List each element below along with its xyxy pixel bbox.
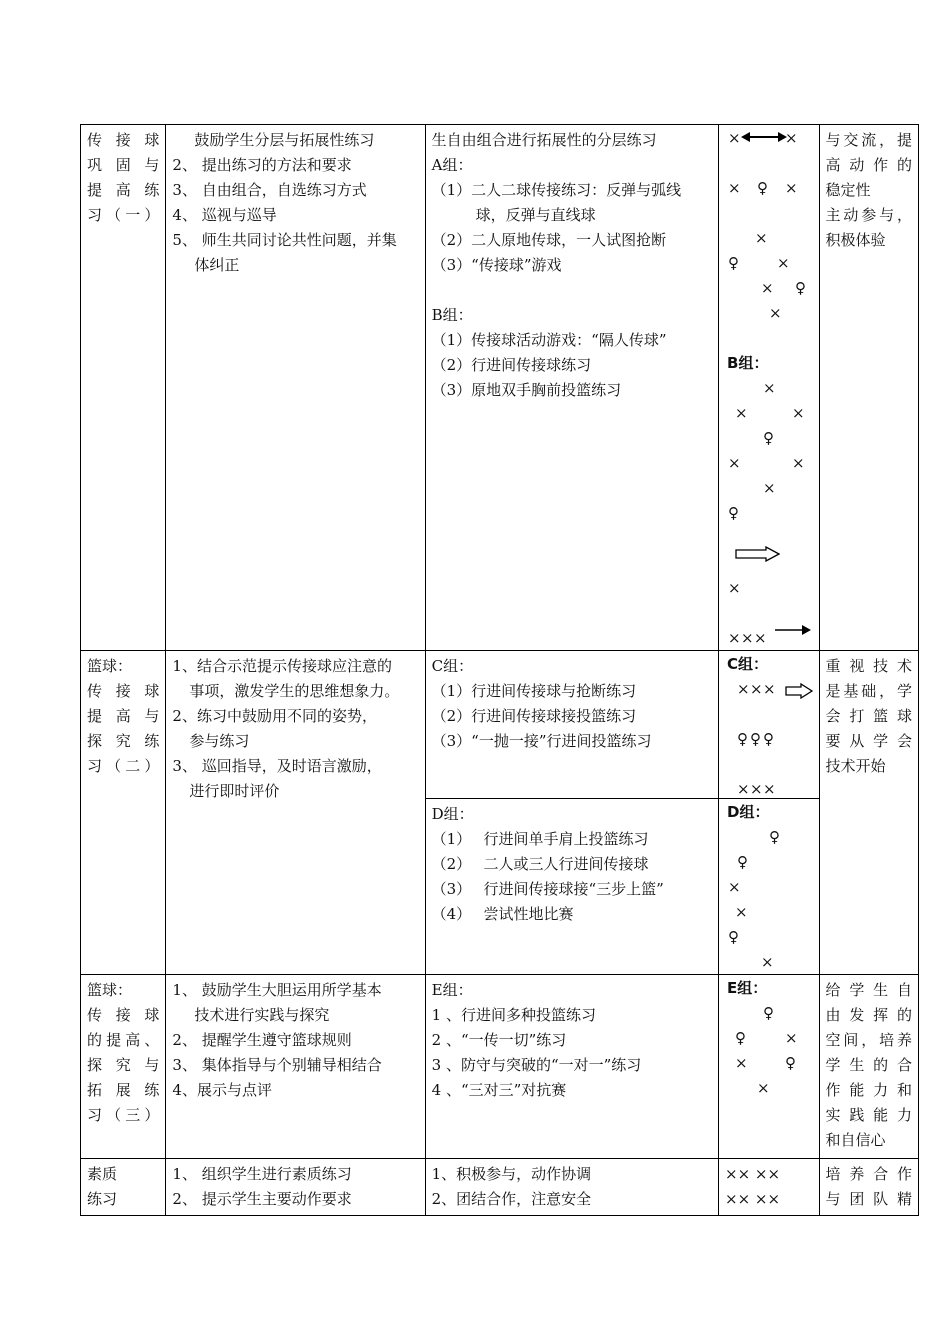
player-mark: ×: [728, 454, 741, 472]
formation-diagram-cell: [719, 125, 819, 651]
purpose-cell: [819, 975, 919, 1159]
player-mark: ×: [728, 629, 741, 647]
teacher-line: 技术进行实践与探究: [194, 1006, 330, 1024]
stage-line: 提 高 练: [87, 181, 160, 199]
stage-line: 素质: [87, 1165, 118, 1183]
student-line: （4） 尝试性地比赛: [431, 905, 574, 923]
student-line: （1）行进间传接球与抢断练习: [431, 682, 637, 700]
player-mark: ×: [763, 479, 776, 497]
group-label: C组：: [431, 657, 474, 675]
player-mark: ×: [728, 878, 741, 896]
student-line: 4 、“三对三”对抗赛: [431, 1081, 567, 1099]
student-line: （3） 行进间传接球接“三步上篮”: [431, 880, 664, 898]
group-label: D组：: [431, 805, 474, 823]
purpose-line: 实 践 能 力: [825, 1106, 912, 1124]
stage-line: 习（二）: [87, 757, 160, 775]
purpose-line: 给 学 生 自: [825, 981, 912, 999]
student-activity-cell: [425, 1159, 718, 1216]
formation-diagram-cell: [719, 799, 819, 975]
student-line: （1） 行进间单手肩上投篮练习: [431, 830, 649, 848]
purpose-line: 由 发 挥 的: [825, 1006, 912, 1024]
player-mark: ×: [763, 680, 776, 698]
stage-line: 篮球：: [87, 657, 133, 675]
purpose-line: 和自信心: [825, 1131, 886, 1149]
player-mark: ×: [792, 404, 805, 422]
purpose-line: 空间，培养: [825, 1031, 912, 1049]
stage-line: 传 接 球: [87, 131, 160, 149]
teacher-mark: ♀: [785, 1054, 796, 1072]
player-mark: ×: [785, 1029, 798, 1047]
student-activity-cell: [425, 651, 718, 799]
arrow-right-icon: [775, 625, 811, 635]
purpose-line: 积极体验: [825, 231, 886, 249]
purpose-line: 是基础，学: [825, 682, 912, 700]
student-line: （2）行进间传接球接投篮练习: [431, 707, 637, 725]
hollow-arrow-icon: [785, 683, 813, 699]
player-mark: ×: [750, 680, 763, 698]
teacher-line: 2、 提出练习的方法和要求: [172, 156, 352, 174]
teacher-line: 参与练习: [189, 732, 250, 750]
student-line: （3）“传接球”游戏: [431, 256, 562, 274]
diagram-group-label: C组：: [727, 655, 769, 673]
player-mark: ×: [728, 579, 741, 597]
hollow-arrow-icon: [735, 546, 780, 562]
purpose-cell: [819, 651, 919, 975]
teacher-mark: ♀: [735, 1029, 746, 1047]
player-mark: ×: [777, 254, 790, 272]
table-row: [81, 651, 919, 799]
teacher-line: 4、 巡视与巡导: [172, 206, 277, 224]
stage-line: 探 究 与: [87, 1056, 160, 1074]
teacher-mark: ♀: [757, 179, 768, 197]
purpose-cell: [819, 125, 919, 651]
player-mark: ×: [735, 1054, 748, 1072]
diagram-group-label: E组：: [727, 979, 768, 997]
stage-line: 拓 展 练: [87, 1081, 160, 1099]
player-mark: ×: [737, 780, 750, 798]
student-line: 2 、“一传一切”练习: [431, 1031, 567, 1049]
teacher-mark: ♀: [728, 928, 739, 946]
teacher-mark: ♀: [728, 504, 739, 522]
student-line: 2、团结合作，注意安全: [431, 1190, 592, 1208]
formation-diagram-cell: [719, 1159, 819, 1216]
formation-line: ×× ××: [725, 1190, 781, 1208]
student-line: 生自由组合进行拓展性的分层练习: [431, 131, 657, 149]
teacher-line: 1、 组织学生进行素质练习: [172, 1165, 352, 1183]
player-mark: ×: [728, 129, 741, 147]
teacher-activity-cell: [166, 651, 425, 975]
lesson-plan-table: [80, 124, 919, 1216]
student-line: 1 、行进间多种投篮练习: [431, 1006, 596, 1024]
formation-diagram-cell: [719, 651, 819, 799]
teacher-activity-cell: [166, 975, 425, 1159]
player-mark: ×: [785, 129, 798, 147]
purpose-line: 技术开始: [825, 757, 886, 775]
stage-line: 习（三）: [87, 1106, 160, 1124]
teacher-line: 2、 提醒学生遵守篮球规则: [172, 1031, 352, 1049]
purpose-line: 培 养 合 作: [825, 1165, 912, 1183]
student-line: 3 、防守与突破的“一对一”练习: [431, 1056, 642, 1074]
diagram-group-label: D组：: [727, 803, 770, 821]
player-mark: ×: [750, 780, 763, 798]
player-mark: ×: [735, 404, 748, 422]
purpose-line: 稳定性: [825, 181, 871, 199]
student-line: （3）原地双手胸前投篮练习: [431, 381, 622, 399]
player-mark: ×: [761, 953, 774, 971]
purpose-line: 与 团 队 精: [825, 1190, 912, 1208]
student-line: （1）传接球活动游戏：“隔人传球”: [431, 331, 667, 349]
player-mark: ×: [785, 179, 798, 197]
purpose-line: 会 打 篮 球: [825, 707, 912, 725]
group-label: A组：: [431, 156, 473, 174]
teacher-line: 4、展示与点评: [172, 1081, 272, 1099]
player-mark: ×: [769, 304, 782, 322]
purpose-line: 主动参与，: [825, 206, 912, 224]
student-line: （1）二人二球传接练习：反弹与弧线: [431, 181, 682, 199]
student-line: 球，反弹与直线球: [475, 206, 596, 224]
teacher-line: 体纠正: [194, 256, 240, 274]
teacher-line: 5、 师生共同讨论共性问题，并集: [172, 231, 397, 249]
student-line: 1、积极参与，动作协调: [431, 1165, 592, 1183]
teacher-line: 事项，激发学生的思维想象力。: [189, 682, 400, 700]
stage-line: 传 接 球: [87, 682, 160, 700]
teacher-mark: ♀: [763, 1004, 774, 1022]
teacher-activity-cell: [166, 1159, 425, 1216]
teacher-line: 鼓励学生分层与拓展性练习: [194, 131, 375, 149]
teacher-activity-cell: [166, 125, 425, 651]
purpose-cell: [819, 1159, 919, 1216]
player-mark: ×: [763, 379, 776, 397]
teacher-line: 3、 自由组合，自选练习方式: [172, 181, 367, 199]
stage-line: 篮球：: [87, 981, 133, 999]
student-line: （2）行进间传接球练习: [431, 356, 592, 374]
player-mark: ×: [755, 229, 768, 247]
double-arrow-icon: [741, 131, 787, 143]
player-mark: ×: [763, 780, 776, 798]
teacher-line: 2、练习中鼓励用不同的姿势，: [172, 707, 377, 725]
stage-line: 巩 固 与: [87, 156, 160, 174]
student-activity-cell: [425, 125, 718, 651]
teacher-mark: ♀: [750, 730, 761, 748]
player-mark: ×: [741, 629, 754, 647]
stage-cell: [81, 651, 166, 975]
teacher-line: 1、结合示范提示传接球应注意的: [172, 657, 392, 675]
purpose-line: 学 生 的 合: [825, 1056, 912, 1074]
player-mark: ×: [754, 629, 767, 647]
stage-line: 探 究 练: [87, 732, 160, 750]
table-row: [81, 125, 919, 651]
stage-cell: [81, 1159, 166, 1216]
player-mark: ×: [735, 903, 748, 921]
teacher-line: 3、 巡回指导，及时语言激励，: [172, 757, 382, 775]
table-row: [81, 1159, 919, 1216]
teacher-mark: ♀: [728, 254, 739, 272]
teacher-mark: ♀: [763, 730, 774, 748]
teacher-mark: ♀: [795, 279, 806, 297]
player-mark: ×: [728, 179, 741, 197]
stage-cell: [81, 125, 166, 651]
player-mark: ×: [757, 1079, 770, 1097]
student-activity-cell: [425, 799, 718, 975]
stage-line: 提 高 与: [87, 707, 160, 725]
purpose-line: 作 能 力 和: [825, 1081, 912, 1099]
player-mark: ×: [792, 454, 805, 472]
teacher-mark: ♀: [737, 853, 748, 871]
student-line: （2）二人原地传球，一人试图抢断: [431, 231, 667, 249]
formation-line: ×× ××: [725, 1165, 781, 1183]
purpose-line: 要 从 学 会: [825, 732, 912, 750]
diagram-group-label: B组：: [727, 354, 769, 372]
purpose-line: 高 动 作 的: [825, 156, 912, 174]
purpose-line: 与交流，提: [825, 131, 912, 149]
teacher-mark: ♀: [769, 828, 780, 846]
formation-diagram-cell: [719, 975, 819, 1159]
group-label: B组：: [431, 306, 473, 324]
group-label: E组：: [431, 981, 473, 999]
stage-line: 的提高、: [87, 1031, 160, 1049]
stage-cell: [81, 975, 166, 1159]
student-activity-cell: [425, 975, 718, 1159]
teacher-line: 1、 鼓励学生大胆运用所学基本: [172, 981, 382, 999]
player-mark: ×: [761, 279, 774, 297]
teacher-mark: ♀: [737, 730, 748, 748]
purpose-line: 重 视 技 术: [825, 657, 912, 675]
player-mark: ×: [737, 680, 750, 698]
student-line: （3）“一抛一接”行进间投篮练习: [431, 732, 652, 750]
table-row: [81, 975, 919, 1159]
stage-line: 习（一）: [87, 206, 160, 224]
teacher-line: 进行即时评价: [189, 782, 280, 800]
teacher-line: 2、 提示学生主要动作要求: [172, 1190, 352, 1208]
teacher-mark: ♀: [763, 429, 774, 447]
stage-line: 练习: [87, 1190, 118, 1208]
teacher-line: 3、 集体指导与个别辅导相结合: [172, 1056, 382, 1074]
stage-line: 传 接 球: [87, 1006, 160, 1024]
student-line: （2） 二人或三人行进间传接球: [431, 855, 649, 873]
